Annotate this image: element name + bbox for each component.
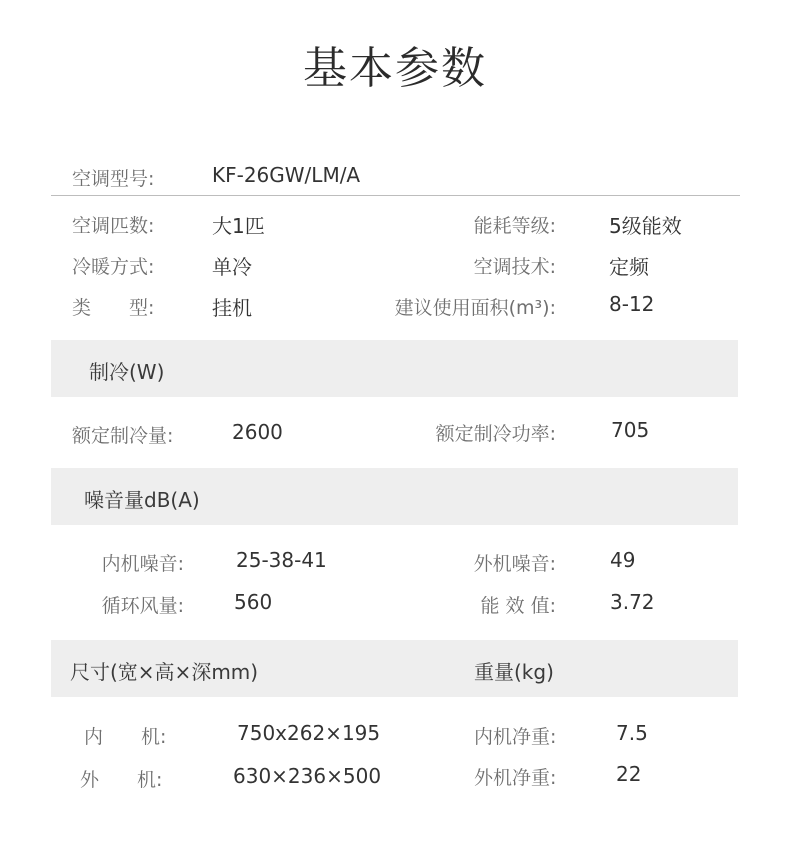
efficiency-value: 3.72 xyxy=(610,590,655,614)
tech-label: 空调技术: xyxy=(473,256,556,278)
cooling-capacity-value: 2600 xyxy=(232,420,283,444)
area-value: 8-12 xyxy=(609,292,655,316)
efficiency-label: 能 效 值: xyxy=(480,595,556,617)
indoor-noise-label: 内机噪音: xyxy=(101,553,184,575)
dimensions-header-label: 尺寸(宽×高×深mm) xyxy=(70,660,259,684)
indoor-dimension-value: 750x262×195 xyxy=(237,721,381,745)
airflow-label: 循环风量: xyxy=(101,595,184,617)
indoor-noise-value: 25-38-41 xyxy=(236,548,327,572)
type-value: 挂机 xyxy=(212,296,252,320)
hp-label: 空调匹数: xyxy=(72,215,155,237)
noise-header-label: 噪音量dB(A) xyxy=(84,488,200,512)
cooling-section-header xyxy=(51,340,738,397)
indoor-dimension-label: 内 机: xyxy=(84,726,167,748)
outdoor-dimension-label: 外 机: xyxy=(80,769,163,791)
model-value: KF-26GW/LM/A xyxy=(212,163,361,187)
divider xyxy=(51,195,740,196)
energy-grade-label: 能耗等级: xyxy=(473,215,556,237)
outdoor-weight-label: 外机净重: xyxy=(474,767,557,789)
indoor-weight-value: 7.5 xyxy=(616,721,648,745)
tech-value: 定频 xyxy=(609,255,649,279)
hp-value: 大1匹 xyxy=(212,214,265,238)
cooling-power-value: 705 xyxy=(611,418,650,442)
mode-value: 单冷 xyxy=(212,255,252,279)
outdoor-noise-value: 49 xyxy=(610,548,636,572)
page-title: 基本参数 xyxy=(303,43,487,94)
indoor-weight-label: 内机净重: xyxy=(474,726,557,748)
model-label: 空调型号: xyxy=(72,168,155,190)
weight-header-label: 重量(kg) xyxy=(474,660,554,684)
energy-grade-value: 5级能效 xyxy=(609,214,682,238)
cooling-header-label: 制冷(W) xyxy=(89,360,165,384)
area-label: 建议使用面积(m³): xyxy=(394,297,556,319)
cooling-power-label: 额定制冷功率: xyxy=(435,423,556,445)
outdoor-weight-value: 22 xyxy=(616,762,642,786)
mode-label: 冷暖方式: xyxy=(72,256,155,278)
type-label: 类 型: xyxy=(72,297,155,319)
cooling-capacity-label: 额定制冷量: xyxy=(72,425,174,447)
airflow-value: 560 xyxy=(234,590,273,614)
noise-section-header xyxy=(51,468,738,525)
dimensions-section-header xyxy=(51,640,738,697)
outdoor-noise-label: 外机噪音: xyxy=(473,553,556,575)
outdoor-dimension-value: 630×236×500 xyxy=(233,764,382,788)
